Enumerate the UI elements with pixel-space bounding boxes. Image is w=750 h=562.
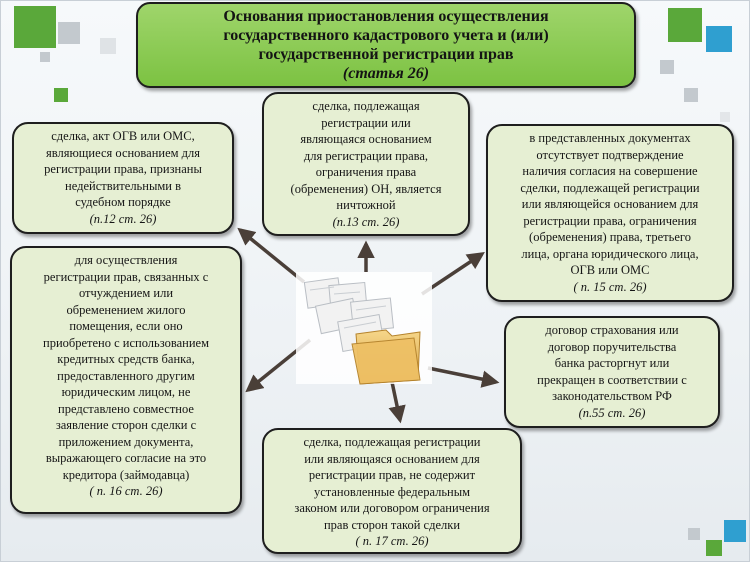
box-text-line: являющаяся основанием <box>300 132 432 146</box>
box-text-line: ОГВ или ОМС <box>570 263 650 277</box>
box-text-line: кредитных средств банка, <box>57 352 195 366</box>
title-article-reference: (статья 26) <box>342 65 430 82</box>
box-text-line: регистрации прав, связанных с <box>43 269 209 284</box>
box-text-line: (обременения) ОН, является <box>290 181 442 196</box>
box-text-line: или являющейся основанием для <box>521 197 699 211</box>
ground-box-p16 <box>10 246 242 514</box>
ground-box-p13 <box>262 92 470 236</box>
box-text-line: сделки, подлежащей регистрации <box>520 180 700 195</box>
article-reference: ( п. 15 ст. 26) <box>573 279 647 294</box>
box-text-line: прав сторон такой сделки <box>323 517 461 532</box>
box-text-line: недействительными в <box>65 178 181 193</box>
folder-with-documents-icon <box>296 272 432 384</box>
box-text-line: в представленных документах <box>529 131 691 145</box>
box-text-line: законом или договором ограничения <box>294 501 490 515</box>
box-text-line: отчуждением или <box>78 286 174 300</box>
box-text-line: заявление сторон сделки с <box>55 418 197 432</box>
box-text-line: представлено совместное <box>58 401 194 416</box>
box-text-line: сделка, подлежащая <box>312 99 420 113</box>
ground-box-p12 <box>12 122 234 234</box>
box-text-line: наличия согласия на совершение <box>522 164 698 178</box>
article-reference: (п.55 ст. 26) <box>578 405 646 420</box>
box-text-line: приобретено с использованием <box>43 335 209 350</box>
arrow-to-right2 <box>428 368 496 382</box>
arrow-to-bottom <box>392 382 400 420</box>
ground-box-p17 <box>262 428 522 554</box>
box-text-line: для осуществления <box>74 253 178 267</box>
box-text-line: ничтожной <box>336 198 396 212</box>
article-reference: ( п. 17 ст. 26) <box>355 534 429 548</box>
box-text-line: ограничения права <box>315 165 417 179</box>
box-text-line: (обременения) права, третьего <box>529 230 691 244</box>
box-text-line: отсутствует подтверждение <box>536 147 684 162</box>
box-text-line: сделка, акт ОГВ или ОМС, <box>51 129 195 143</box>
box-text-line: или являющаяся основанием для <box>304 451 480 466</box>
box-text-line: регистрации права, ограничения <box>523 213 697 228</box>
box-text-line: кредитора (займодавца) <box>62 467 190 482</box>
article-reference: (п.12 ст. 26) <box>89 211 157 226</box>
diagram-title <box>136 2 636 88</box>
box-text-line: обременением жилого <box>66 302 186 317</box>
box-text-line: судебном порядке <box>75 195 171 209</box>
title-line: Основания приостановления осуществления <box>223 8 549 25</box>
box-text-line: законодательством РФ <box>552 389 672 403</box>
box-text-line: помещения, если оно <box>69 319 183 333</box>
box-text-line: банка расторгнут или <box>554 356 670 370</box>
box-text-line: выражающего согласие на это <box>45 451 207 465</box>
article-reference: (п.13 ст. 26) <box>332 214 400 229</box>
box-text-line: приложением документа, <box>58 434 194 449</box>
ground-box-p55 <box>504 316 720 428</box>
box-text-line: лица, органа юридического лица, <box>521 246 699 261</box>
box-text-line: договор поручительства <box>547 339 677 354</box>
box-text-line: регистрации или <box>321 115 411 130</box>
article-reference: ( п. 16 ст. 26) <box>89 484 163 498</box>
box-text-line: предоставленного другим <box>57 368 195 383</box>
box-text-line: являющиеся основанием для <box>45 145 201 160</box>
box-text-line: прекращен в соответствии с <box>537 372 687 387</box>
title-line: государственного кадастрового учета и (или) <box>223 27 549 44</box>
arrow-to-left1 <box>240 230 304 282</box>
ground-box-p15 <box>486 124 734 302</box>
box-text-line: договор страхования или <box>545 323 679 337</box>
box-text-line: для регистрации права, <box>303 148 429 163</box>
box-text-line: регистрации прав, не содержит <box>308 468 476 482</box>
box-text-line: юридическим лицом, не <box>61 385 191 399</box>
box-text-line: регистрации права, признаны <box>44 162 202 176</box>
title-line: государственной регистрации прав <box>258 46 514 63</box>
box-text-line: сделка, подлежащая регистрации <box>303 435 481 449</box>
box-text-line: установленные федеральным <box>313 484 471 499</box>
